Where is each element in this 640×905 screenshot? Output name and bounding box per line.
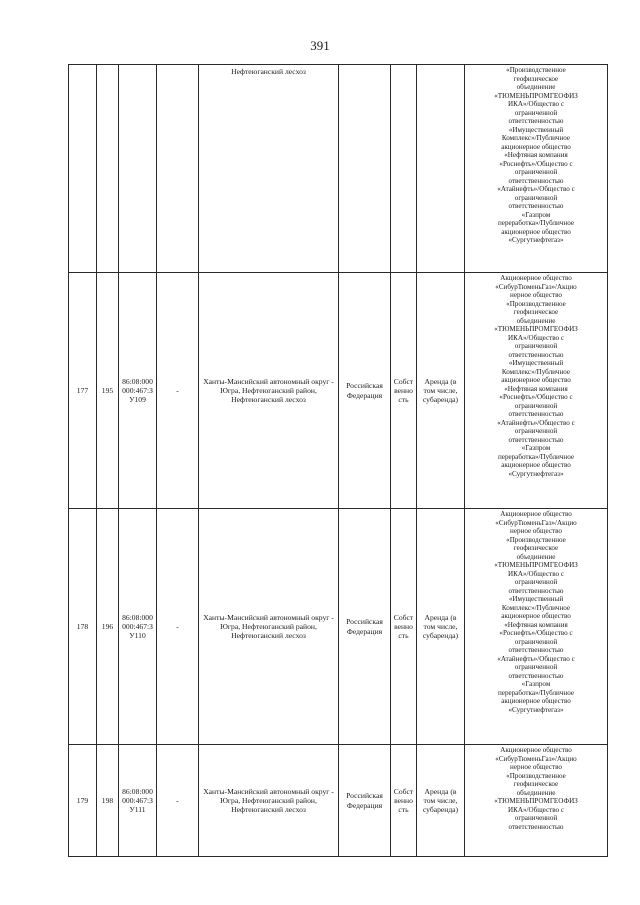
right-type [391,65,417,273]
row-number [69,65,97,273]
page-number: 391 [310,38,330,53]
table-row [69,65,608,273]
location: Ханты-Мансийский автономный округ - Югра, Нефтеюганский район, Нефтеюганский лесхоз [199,509,339,745]
owner: Российская Федерация [339,509,391,745]
row-id: 195 [97,273,119,509]
cadastral-number: 86:08:000000:467:ЗУ109 [119,273,157,509]
row-id: 198 [97,745,119,857]
registry-table [68,64,608,857]
row-number: 177 [69,273,97,509]
owner: Российская Федерация [339,745,391,857]
rights-holders: Акционерное общество «СибурТюменьГаз»/Акцио нерное общество «Производственное геофизическое объединение «ТЮМЕНЬПРОМГЕОФИЗ ИКА»/Общество с ограниченной ответственностью «Имущественный Комплекс»/Публичное акционерное общество «Нефтяная компания «Роснефть»/Общество с ограниченной ответственностью «Атайнефть»/Общество с ограниченной ответственностью «Газпром переработка»/Публичное акционерное общество «Сургутнефтегаз» [465,509,608,745]
location: Ханты-Мансийский автономный округ - Югра, Нефтеюганский район, Нефтеюганский лесхоз [199,273,339,509]
encumbrance: Аренда (в том числе, субаренда) [417,273,465,509]
rights-holders: Акционерное общество «СибурТюменьГаз»/Акцио нерное общество «Производственное геофизическое объединение «ТЮМЕНЬПРОМГЕОФИЗ ИКА»/Общество с ограниченной ответственностью «Имущественный Комплекс»/Публичное акционерное общество «Нефтяная компания «Роснефть»/Общество с ограниченной ответственностью «Атайнефть»/Общество с ограниченной ответственностью «Газпром переработка»/Публичное акционерное общество «Сургутнефтегаз» [465,273,608,509]
dash-cell: - [157,745,199,857]
location: Ханты-Мансийский автономный округ - Югра, Нефтеюганский район, Нефтеюганский лесхоз [199,745,339,857]
row-number: 179 [69,745,97,857]
encumbrance: Аренда (в том числе, субаренда) [417,509,465,745]
owner [339,65,391,273]
row-number: 178 [69,509,97,745]
rights-holders: Акционерное общество «СибурТюменьГаз»/Акцио нерное общество «Производственное геофизическое объединение «ТЮМЕНЬПРОМГЕОФИЗ ИКА»/Общество с ограниченной ответственностью [465,745,608,857]
dash-cell [157,65,199,273]
location: Нефтеюганский лесхоз [199,65,339,273]
row-id [97,65,119,273]
right-type: Собственность [391,273,417,509]
table-row [69,745,608,857]
table-row [69,509,608,745]
encumbrance [417,65,465,273]
table-row [69,273,608,509]
cadastral-number: 86:08:000000:467:ЗУ110 [119,509,157,745]
row-id: 196 [97,509,119,745]
dash-cell: - [157,509,199,745]
cadastral-number: 86:08:000000:467:ЗУ111 [119,745,157,857]
encumbrance: Аренда (в том числе, субаренда) [417,745,465,857]
cadastral-number [119,65,157,273]
rights-holders: «Производственное геофизическое объединение «ТЮМЕНЬПРОМГЕОФИЗ ИКА»/Общество с ограниченной ответственностью «Имущественный Комплекс»/Публичное акционерное общество «Нефтяная компания «Роснефть»/Общество с ограниченной ответственностью «Атайнефть»/Общество с ограниченной ответственностью «Газпром переработка»/Публичное акционерное общество «Сургутнефтегаз» [465,65,608,273]
owner: Российская Федерация [339,273,391,509]
right-type: Собственность [391,509,417,745]
right-type: Собственность [391,745,417,857]
dash-cell: - [157,273,199,509]
